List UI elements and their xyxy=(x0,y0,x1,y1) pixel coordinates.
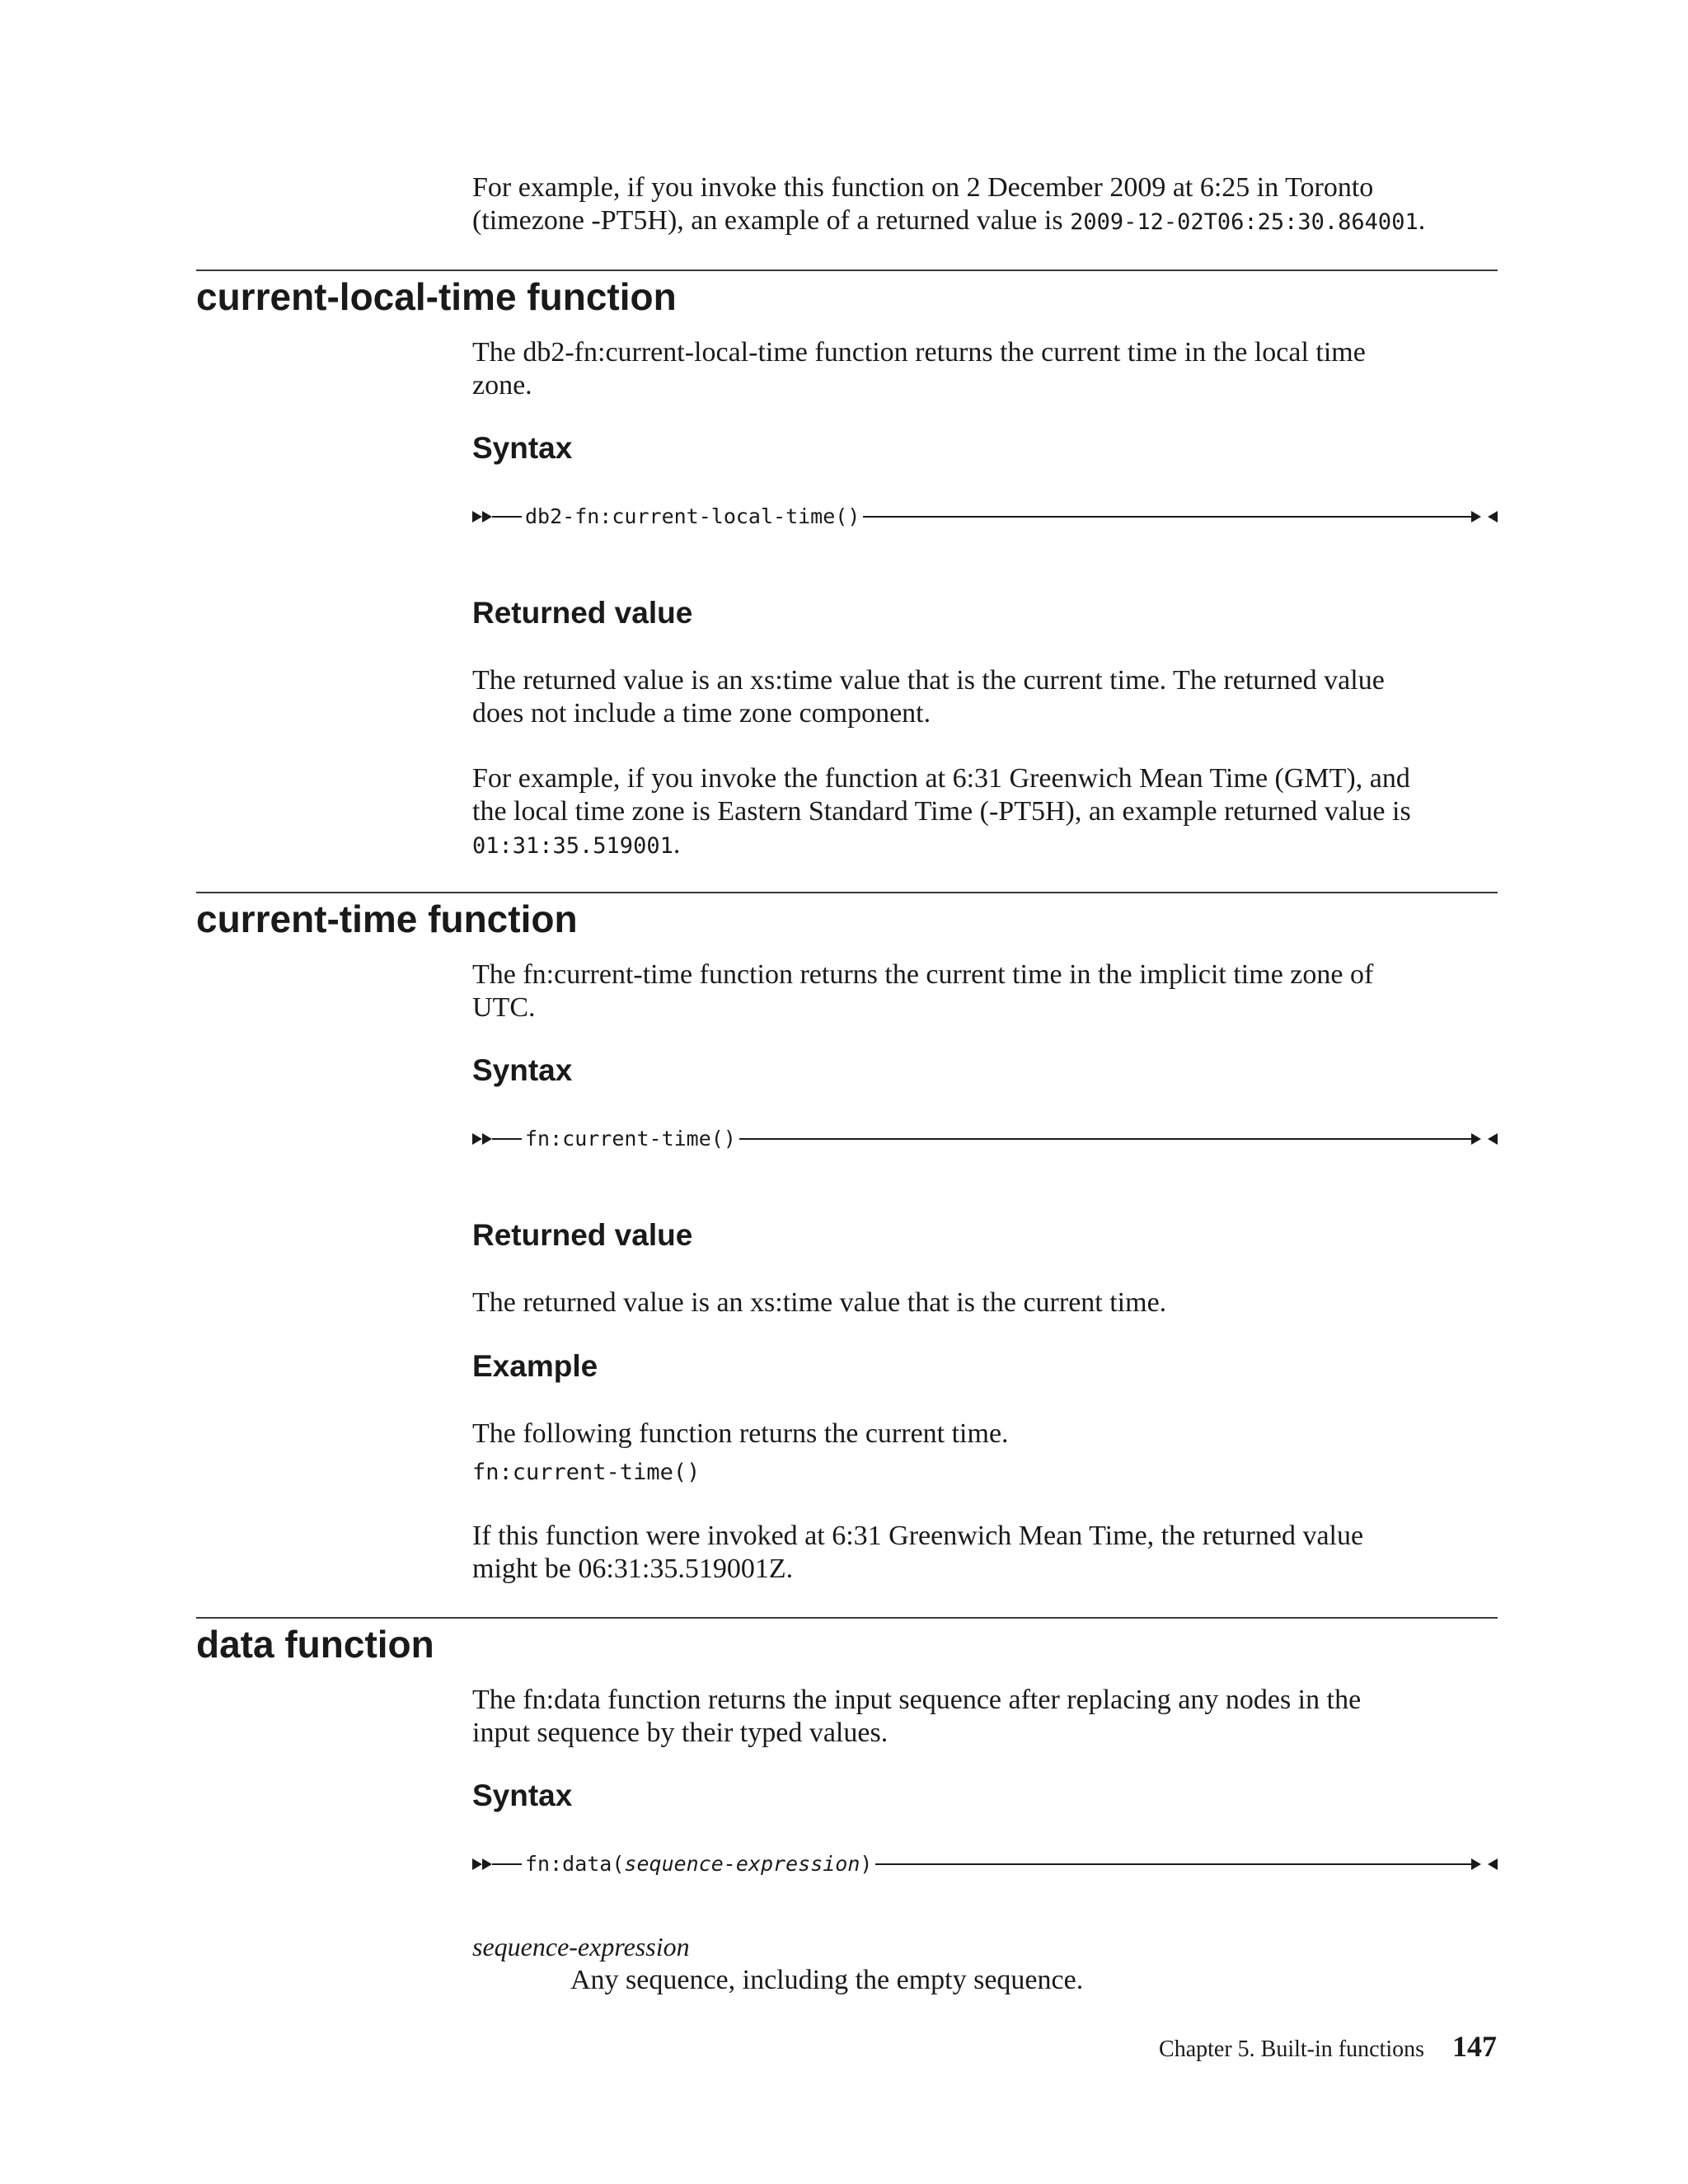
syntax-heading: Syntax xyxy=(472,1053,573,1087)
section-title-data: data function xyxy=(196,1623,434,1666)
example-line-1: For example, if you invoke the function at 6:31 Greenwich Mean Time (GMT), and xyxy=(472,763,1410,794)
desc-line-2: UTC. xyxy=(472,992,536,1023)
intro-line-1: For example, if you invoke this function on 2 December 2009 at 6:25 in Toronto xyxy=(472,172,1374,203)
section-description xyxy=(472,336,1498,402)
syntax-function-name: fn:data( xyxy=(525,1852,625,1876)
syntax-heading: Syntax xyxy=(472,431,573,465)
returned-value-heading: Returned value xyxy=(472,1218,693,1252)
section-divider xyxy=(196,1617,1498,1619)
example-heading: Example xyxy=(472,1349,598,1383)
example-code-value: 01:31:35.519001 xyxy=(472,833,673,859)
desc-line-1: The fn:data function returns the input sequence after replacing any nodes in the xyxy=(472,1685,1362,1715)
example-code: fn:current-time() xyxy=(472,1460,701,1485)
example-result-paragraph xyxy=(472,1520,1498,1586)
example-intro-line: The following function returns the current time. xyxy=(472,1418,1009,1449)
syntax-diagram xyxy=(472,503,1498,531)
intro-paragraph xyxy=(472,171,1498,239)
example-line-3-end: . xyxy=(673,829,681,860)
parameter-term: sequence-expression xyxy=(472,1932,690,1961)
example-paragraph xyxy=(472,762,1498,863)
parameter-description: Any sequence, including the empty sequence. xyxy=(570,1965,1084,1995)
syntax-text xyxy=(522,1850,875,1878)
desc-line-1: The db2-fn:current-local-time function returns the current time in the local time xyxy=(472,337,1366,368)
intro-line-2-end: . xyxy=(1418,205,1426,236)
returned-value-paragraph xyxy=(472,1286,1498,1319)
section-divider xyxy=(196,892,1498,893)
example-line-2: the local time zone is Eastern Standard Time (-PT5H), an example returned value is xyxy=(472,796,1411,827)
example-intro xyxy=(472,1418,1498,1451)
syntax-diagram xyxy=(472,1125,1498,1153)
desc-line-1: The fn:current-time function returns the current time in the implicit time zone of xyxy=(472,959,1374,990)
returned-line-2: does not include a time zone component. xyxy=(472,698,931,729)
example-result-line-1: If this function were invoked at 6:31 Greenwich Mean Time, the returned value xyxy=(472,1521,1364,1551)
returned-line-1: The returned value is an xs:time value that is the current time. xyxy=(472,1287,1167,1318)
example-result-line-2: might be 06:31:35.519001Z. xyxy=(472,1554,794,1584)
returned-line-1: The returned value is an xs:time value that is the current time. The returned value xyxy=(472,665,1385,696)
page-number: 147 xyxy=(1452,2030,1497,2063)
returned-value-heading: Returned value xyxy=(472,596,693,630)
example-line-3 xyxy=(472,828,1498,863)
page-footer xyxy=(1159,2029,1497,2064)
syntax-close-paren: ) xyxy=(860,1852,873,1876)
syntax-text: fn:current-time() xyxy=(522,1125,739,1153)
intro-line-2-text: (timezone -PT5H), an example of a returned value is xyxy=(472,205,1071,236)
syntax-diagram xyxy=(472,1850,1498,1878)
section-description xyxy=(472,958,1498,1024)
section-divider xyxy=(196,269,1498,271)
intro-code-value: 2009-12-02T06:25:30.864001 xyxy=(1070,209,1418,235)
footer-chapter: Chapter 5. Built-in functions xyxy=(1159,2036,1424,2062)
syntax-argument: sequence-expression xyxy=(624,1852,860,1876)
desc-line-2: zone. xyxy=(472,370,532,401)
desc-line-2: input sequence by their typed values. xyxy=(472,1718,889,1748)
syntax-text: db2-fn:current-local-time() xyxy=(522,503,863,531)
section-description xyxy=(472,1684,1498,1750)
syntax-heading: Syntax xyxy=(472,1779,573,1812)
intro-line-2 xyxy=(472,204,1498,239)
section-title-current-local-time: current-local-time function xyxy=(196,275,677,318)
section-title-current-time: current-time function xyxy=(196,898,578,940)
returned-value-paragraph xyxy=(472,664,1498,730)
